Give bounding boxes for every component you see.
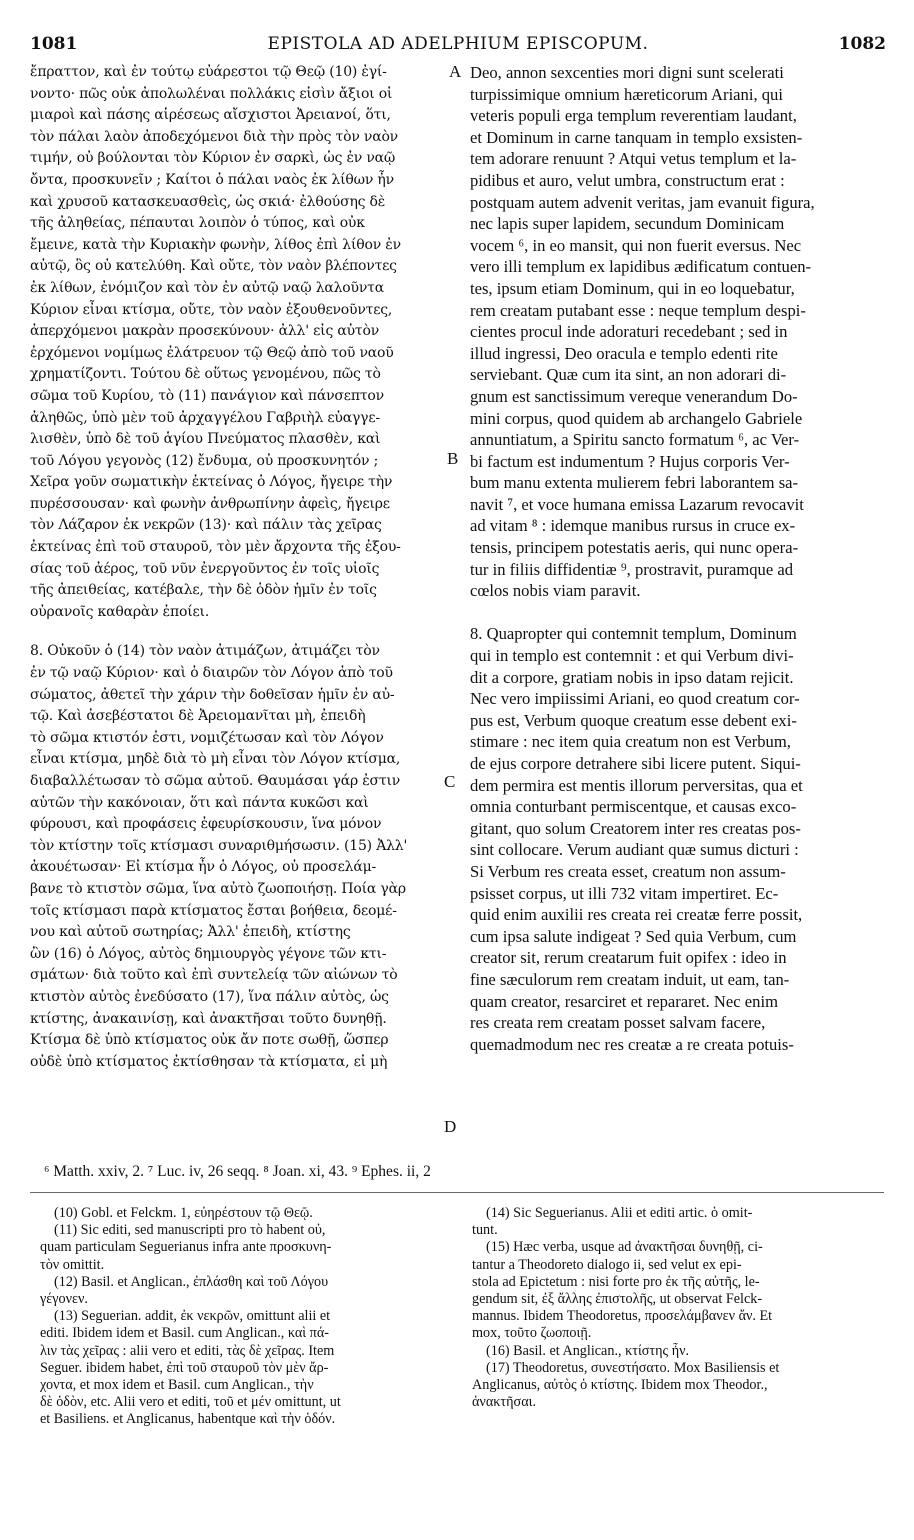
text-line: postquam autem advenit veritas, jam evanuit figura, <box>470 192 815 212</box>
text-line: stimare : nec item quia creatum non est Verbum, <box>470 732 791 752</box>
text-line: διαβαλλέτωσαν τὸ σῶμα αὐτοῦ. Θαυμάσαι γάρ ἐστιν <box>30 773 401 789</box>
text-line: bi factum est indumentum ? Hujus corporis Ver- <box>470 451 790 471</box>
text-line: tensis, principem potestatis aeris, qui nunc opera- <box>470 538 799 558</box>
paragraph-gap <box>30 623 440 641</box>
text-line: dem permira est mentis illorum perversitas, qua et <box>470 775 803 795</box>
footnote-line: editi. Ibidem idem et Basil. cum Anglican., καὶ πά- <box>40 1325 329 1342</box>
footnote-line: (12) Basil. et Anglican., ἐπλάσθη καὶ τοῦ Λόγου <box>54 1273 329 1290</box>
margin-marker-c: C <box>444 772 456 791</box>
text-line: tem adorare renuunt ? Atqui vetus templum et la- <box>470 149 797 169</box>
text-line: omnia conturbant permiscentque, et causas exco- <box>470 797 797 817</box>
scripture-references: ⁶ Matth. xxiv, 2. ⁷ Luc. iv, 26 seqq. ⁸ Joan. xi, 43. ⁹ Ephes. ii, 2 <box>44 1163 431 1180</box>
text-line: annuntiatum, a Spiritu sancto formatum ⁶, ac Ver- <box>470 430 800 450</box>
text-line: illud ingressi, Deo oracula e templo edenti rite <box>470 343 778 363</box>
text-line: ἐκτείνας ἐπὶ τοῦ σταυροῦ, τὸν μὲν ἄρχοντα τῆς ἐξου- <box>30 539 401 556</box>
text-line: navit ⁷, et voce humana emissa Lazarum revocavit <box>470 494 804 514</box>
text-line: quam creator, resarciret et repararet. Nec enim <box>470 991 778 1011</box>
footnote <box>472 1239 882 1342</box>
text-line: τὸ σῶμα κτιστόν ἐστι, νομιζέτωσαν καὶ τὸν Λόγον <box>30 729 384 746</box>
page-number-right: 1082 <box>838 34 886 54</box>
text-line: αὐτῷ, ὃς οὐ κατελύθη. Καὶ οὔτε, τὸν ναὸν βλέποντες <box>30 258 397 275</box>
footnote-line: tunt. <box>472 1222 498 1239</box>
footnote <box>472 1205 882 1239</box>
text-line: fine sæculorum rem creatam induit, ut eam, tan- <box>470 969 790 989</box>
text-line: tes, ipsum etiam Dominum, qui in eo loquebatur, <box>470 278 795 298</box>
footnote-line: λιν τὰς χεῖρας : alii vero et editi, τὰς δὲ χεῖρας. Item <box>40 1342 335 1359</box>
notes-right-column <box>472 1205 882 1411</box>
footnote <box>472 1360 882 1412</box>
text-line: ἔμεινε, κατὰ τὴν Κυριακὴν φωνὴν, λίθος ἐπὶ λίθον ἐν <box>30 236 401 253</box>
notes-left-column <box>40 1205 450 1429</box>
text-line: τῷ. Καὶ ἀσεβέστατοι δὲ Ἀρειομανῖται μὴ, ἐπειδὴ <box>30 708 366 725</box>
text-line: pus est, Verbum quoque creatum esse debent exi- <box>470 710 797 730</box>
text-line: quemadmodum nec res creatæ a re creata potuis- <box>470 1034 794 1054</box>
footnote-line: mannus. Ibidem Theodoretus, προσελάμβανεν ἄν. Et <box>472 1308 773 1325</box>
footnote <box>40 1205 450 1222</box>
text-line: 8. Οὐκοῦν ὁ (14) τὸν ναὸν ἀτιμάζων, ἀτιμάζει τὸν <box>30 643 380 660</box>
text-line: Κύριον εἶναι κτίσμα, οὔτε, τὸν ναὸν ἐξουθενοῦντες, <box>30 301 393 318</box>
footnote-line: (17) Theodoretus, συνεστήσατο. Mox Basiliensis et <box>486 1359 780 1376</box>
footnote-line: τὸν omittit. <box>40 1256 105 1273</box>
footnote <box>40 1274 450 1308</box>
text-line: rem creatam putabant esse : neque templum despi- <box>470 300 806 320</box>
text-line: τὸν Λάζαρον ἐκ νεκρῶν (13)· καὶ πάλιν τὰς χεῖρας <box>30 517 382 534</box>
footnote-line: gendum sit, ἐξ ἄλλης ἐπιστολῆς, ut observat Felck- <box>472 1291 763 1308</box>
text-line: ἐν τῷ ναῷ Κύριον· καὶ ὁ διαιρῶν τὸν Λόγον ἀπὸ τοῦ <box>30 665 393 682</box>
text-line: φύρουσι, καὶ προφάσεις ἐφευρίσκουσιν, ἵνα μόνον <box>30 816 382 833</box>
footnote-line: ἀνακτῆσαι. <box>472 1394 536 1411</box>
text-line: turpissimique omnium hæreticorum Ariani, qui <box>470 84 783 104</box>
footnote <box>40 1308 450 1428</box>
margin-marker-b: B <box>447 449 459 468</box>
latin-column <box>470 62 880 1055</box>
text-line: ad vitam ⁸ : idemque manibus rursus in cruce ex- <box>470 516 796 536</box>
text-line: οὐδὲ ὑπὸ κτίσματος ἐκτίσθησαν τὰ κτίσματα, εἰ μὴ <box>30 1053 388 1070</box>
text-line: τῆς ἀπειθείας, κατέβαλε, τὴν δὲ ὁδὸν ἡμῖν ἐν τοῖς <box>30 582 377 599</box>
text-line: οὐρανοῖς καθαρὰν ἐποίει. <box>30 603 210 620</box>
text-line: veteris populi erga templum reverentiam laudant, <box>470 106 797 126</box>
text-line: τιμήν, οὐ βούλονται τὸν Κύριον ἐν σαρκὶ, ὡς ἐν ναῷ <box>30 150 396 167</box>
text-line: εἶναι κτίσμα, μηδὲ διὰ τὸ μὴ εἶναι τὸν Λόγον κτίσμα, <box>30 751 401 768</box>
text-line: res creata rem creatam posset salvam facere, <box>470 1013 766 1033</box>
text-line: ἐκ λίθων, ἐνόμιζον καὶ τὸν ἐν αὐτῷ ναῷ λαλοῦντα <box>30 279 384 296</box>
text-line: Deo, annon sexcenties mori digni sunt scelerati <box>470 63 784 82</box>
text-line: gnum est sanctissimum vereque venerandum Do- <box>470 386 798 406</box>
footnote-line: χοντα, et mox idem et Basil. cum Anglican., τὴν <box>40 1377 314 1394</box>
footnote-line: (14) Sic Seguerianus. Alii et editi artic. ὁ omit- <box>486 1205 753 1221</box>
text-line: ὄντα, προσκυνεῖν ; Καίτοι ὁ πάλαι ναὸς ἐκ λίθων ἦν <box>30 171 394 188</box>
footnote-line: δὲ ὁδὸν, etc. Alii vero et editi, τοῦ et μέν omittunt, ut <box>40 1394 341 1411</box>
text-line: τοῖς κτίσμασι παρὰ κτίσματος ἔσται βοήθεια, δεομέ- <box>30 902 397 919</box>
text-line: cientes procul inde adoraturi recedebant ; sed in <box>470 322 788 342</box>
text-line: qui in templo est contemnit : et qui Verbum divi- <box>470 646 794 666</box>
footnote-line: Anglicanus, αὐτὸς ὁ κτίστης. Ibidem mox Theodor., <box>472 1377 768 1394</box>
footnote-line: stola ad Epictetum : nisi forte pro ἐκ τῆς αὐτῆς, le- <box>472 1273 760 1290</box>
text-line: σῶμα τοῦ Κυρίου, τὸ (11) πανάγιον καὶ πάνσεπτον <box>30 387 384 404</box>
text-line <box>470 602 880 624</box>
text-line: νοντο· πῶς οὐκ ἀπολωλέναι πολλάκις εἰσὶν ἄξιοι οἱ <box>30 85 393 102</box>
text-line: de ejus corpore detrahere sibi licere putent. Siqui- <box>470 754 801 773</box>
text-line: μιαροὶ καὶ πάσης αἱρέσεως αἴσχιστοι Ἀρειανοί, ὅτι, <box>30 107 391 124</box>
text-line: quid enim auxilii res creata rei creatæ ferre possit, <box>470 905 803 925</box>
footnote-line: (13) Seguerian. addit, ἐκ νεκρῶν, omittunt alii et <box>54 1308 331 1325</box>
margin-marker-a: A <box>449 62 462 81</box>
text-line: sint collocare. Verum audiant quæ sumus dicturi : <box>470 840 799 860</box>
text-line: vocem ⁶, in eo mansit, qui non fuerit eversus. Nec <box>470 235 802 255</box>
footnote-line: et Basiliens. et Anglicanus, habentque καὶ τὴν ὁδόν. <box>40 1411 336 1428</box>
text-line: ἀπερχόμενοι μακρὰν προσεκύνουν· ἀλλ' εἰς αὐτὸν <box>30 323 380 340</box>
text-line: et Dominum in carne tanquam in templo exsisten- <box>470 127 803 147</box>
text-line: χρηματίζοντι. Τούτου δὲ οὕτως γενομένου, πῶς τὸ <box>30 366 381 383</box>
footnote-line: Seguer. ibidem habet, ἐπὶ τοῦ σταυροῦ τὸν μὲν ἄρ- <box>40 1359 329 1376</box>
text-line: cum ipsa salute indigeat ? Sed quia Verbum, cum <box>470 926 797 946</box>
page-number-left: 1081 <box>30 34 78 54</box>
text-line: Χεῖρα γοῦν σωματικὴν ἐκτείνας ὁ Λόγος, ἤγειρε τὴν <box>30 474 393 491</box>
text-line: dit a corpore, gratiam nobis in ipso datam rejicit. <box>470 667 794 687</box>
text-line: psisset corpus, ut illi 732 vitam impertiret. Ec- <box>470 883 779 903</box>
text-line: καὶ χρυσοῦ κατασκευασθεὶς, ὡς σκιά· ἐλθούσης δὲ <box>30 193 386 210</box>
text-line: ἔπραττον, καὶ ἐν τούτῳ εὐάρεστοι τῷ Θεῷ (10) ἐγί- <box>30 64 387 80</box>
footnote-line: mox, τοῦτο ζωοποιῇ. <box>472 1325 592 1342</box>
footnote-line: (15) Hæc verba, usque ad ἀνακτῆσαι δυνηθῇ, ci- <box>486 1239 763 1256</box>
text-line: νου καὶ αὐτοῦ σωτηρίας; Ἀλλ' ἐπειδὴ, κτίστης <box>30 924 351 941</box>
footnote-line: (16) Basil. et Anglican., κτίστης ἦν. <box>486 1342 690 1359</box>
text-line: κτιστὸν αὐτὸς ἐνεδύσατο (17), ἵνα πάλιν αὐτὸς, ὡς <box>30 988 389 1005</box>
footnote <box>472 1343 882 1360</box>
text-line: λισθὲν, ὑπὸ δὲ τοῦ ἁγίου Πνεύματος πλασθὲν, καὶ <box>30 431 381 448</box>
text-line: τὸν πάλαι λαὸν ἀποδεχόμενοι διὰ τὴν πρὸς τὸν ναὸν <box>30 128 398 145</box>
footnote <box>40 1222 450 1274</box>
text-line: tur in filiis diffidentiæ ⁹, prostravit, puramque ad <box>470 559 794 579</box>
footnote-line: tantur a Theodoreto dialogo ii, sed velut ex epi- <box>472 1256 742 1273</box>
margin-marker-d: D <box>444 1117 457 1136</box>
text-line: 8. Quapropter qui contemnit templum, Dominum <box>470 624 797 644</box>
text-line: βανε τὸ κτιστὸν σῶμα, ἵνα αὐτὸ ζωοποιήσῃ. Ποία γὰρ <box>30 880 406 897</box>
text-line: ἐρχόμενοι νομίμως ἐλάτρευον τῷ Θεῷ ἀπὸ τοῦ ναοῦ <box>30 344 394 361</box>
text-line: σμάτων· διὰ τοῦτο καὶ ἐπὶ συντελείᾳ τῶν αἰώνων τὸ <box>30 967 398 984</box>
footnote-line: (11) Sic editi, sed manuscripti pro τὸ habent οὐ, <box>54 1222 326 1239</box>
text-line: vero illi templum ex lapidibus ædificatum contuen- <box>470 257 812 277</box>
text-line: gitant, quo solum Creatorem inter res creatas pos- <box>470 818 801 838</box>
text-line: bum manu extenta mulierem febri laborantem sa- <box>470 473 799 493</box>
greek-column <box>30 62 440 1073</box>
running-title: EPISTOLA AD ADELPHIUM EPISCOPUM. <box>267 34 649 54</box>
text-line: τοῦ Λόγου γεγονὸς (12) ἔνδυμα, οὐ προσκυνητόν ; <box>30 452 379 469</box>
text-line: mini corpus, quod quidem ab archangelo Gabriele <box>470 408 803 428</box>
text-line: Κτίσμα δὲ ὑπὸ κτίσματος οὐκ ἄν ποτε σωθῇ, ὥσπερ <box>30 1032 389 1049</box>
text-line: Si Verbum res creata esset, creatum non assum- <box>470 861 786 881</box>
footnote-divider <box>30 1192 884 1193</box>
text-line: τῆς ἀληθείας, πέπαυται λοιπὸν ὁ τύπος, καὶ οὐκ <box>30 215 365 232</box>
text-line: ἀληθῶς, ὑπὸ μὲν τοῦ ἀρχαγγέλου Γαβριὴλ εὐαγγε- <box>30 409 380 426</box>
text-line: nec lapis super lapidem, secundum Dominicam <box>470 214 785 234</box>
text-line: creator sit, rerum creatarum fuit opifex : ideo in <box>470 948 787 968</box>
text-line: αὐτῶν τὴν κακόνοιαν, ὅτι καὶ πάντα κυκῶσι καὶ <box>30 794 369 811</box>
footnote-line: γέγονεν. <box>40 1291 88 1308</box>
text-line: ἀκουέτωσαν· Εἰ κτίσμα ἦν ὁ Λόγος, οὐ προσελάμ- <box>30 859 377 876</box>
text-line: πυρέσσουσαν· καὶ φωνὴν ἀνθρωπίνην ἀφεὶς, ἤγειρε <box>30 495 390 512</box>
text-line: σώματος, ἀθετεῖ τὴν χάριν τὴν δοθεῖσαν ἡμῖν ἐν αὐ- <box>30 686 395 703</box>
text-line: σίας τοῦ ἀέρος, τοῦ νῦν ἐνεργοῦντος ἐν τοῖς υἱοῖς <box>30 560 380 577</box>
footnote-line: quam particulam Seguerianus infra ante προσκυνη- <box>40 1239 332 1256</box>
text-line: ὢν (16) ὁ Λόγος, αὐτὸς δημιουργὸς γέγονε τῶν κτι- <box>30 945 387 962</box>
text-line: Nec vero impiissimi Ariani, eo quod creatum cor- <box>470 689 800 709</box>
footnote-line: (10) Gobl. et Felckm. 1, εὐηρέστουν τῷ Θεῷ. <box>54 1205 313 1221</box>
text-line: pidibus et auro, velut umbra, constructum erat : <box>470 170 785 190</box>
text-line: τὸν κτίστην τοῖς κτίσμασι συναριθμήσωσιν. (15) Ἀλλ' <box>30 837 408 854</box>
page-header <box>30 34 886 58</box>
text-line: serviebant. Quæ cum ita sint, an non adorari di- <box>470 365 787 385</box>
text-line: κτίστης, ἀνακαινίσῃ, καὶ ἀνακτῆσαι τοῦτο δυνηθῇ. <box>30 1010 387 1027</box>
text-line: cœlos nobis viam paravit. <box>470 581 641 601</box>
